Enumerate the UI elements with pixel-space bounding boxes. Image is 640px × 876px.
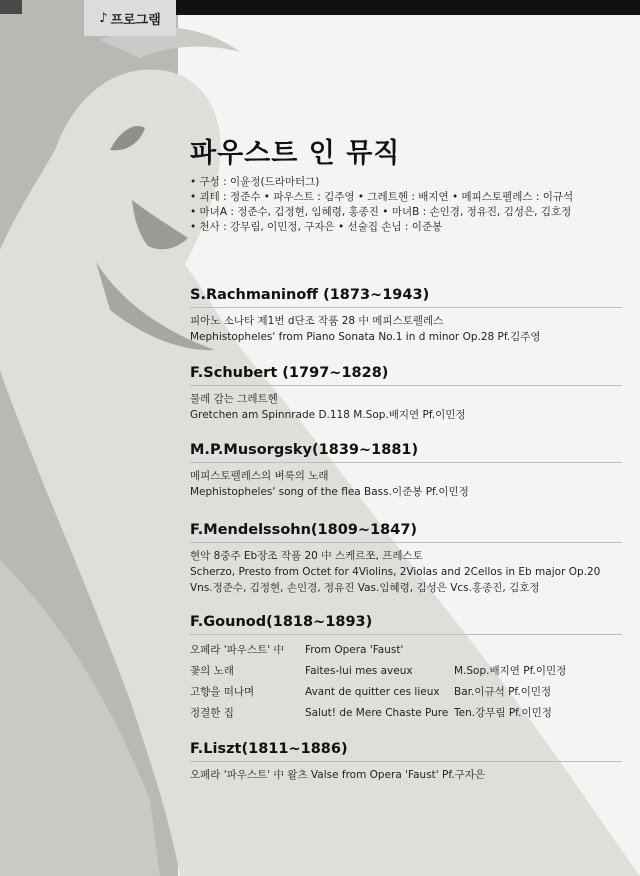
aria-original: From Opera 'Faust'	[305, 643, 404, 656]
aria-original: Faites-lui mes aveux	[305, 664, 413, 677]
composer-heading: M.P.Musorgsky(1839~1881)	[190, 442, 622, 463]
composer-heading: F.Liszt(1811~1886)	[190, 741, 622, 762]
aria-korean: 오페라 '파우스트' 中	[190, 644, 284, 656]
piece-title-korean: 메피스토펠레스의 벼룩의 노래	[190, 470, 329, 482]
list-item	[190, 702, 622, 723]
performers-line: Vns.정준수, 김정현, 손인경, 정유진 Vas.임혜령, 김성은 Vcs.홍종진, 김호정	[190, 582, 540, 594]
composer-heading: F.Gounod(1818~1893)	[190, 614, 622, 635]
aria-korean: 정결한 집	[190, 707, 234, 719]
cast-credits-list	[190, 175, 573, 235]
aria-korean: 고향을 떠나며	[190, 686, 255, 698]
top-black-bar	[176, 0, 640, 15]
aria-original: Avant de quitter ces lieux	[305, 685, 440, 698]
program-item-liszt	[190, 741, 622, 783]
credit-line: • 천사 : 강무림, 이민정, 구자은 • 선술집 손님 : 이준봉	[190, 221, 443, 233]
aria-korean: 꽃의 노래	[190, 665, 234, 677]
program-item-mendelssohn	[190, 522, 622, 596]
music-note-icon: ♪	[99, 10, 108, 26]
page-title: 파우스트 인 뮤직	[190, 138, 401, 169]
piece-title-performers: Gretchen am Spinnrade D.118 M.Sop.배지연 Pf.이민정	[190, 409, 466, 421]
program-item-rachmaninoff	[190, 287, 622, 345]
piece-title-korean: 피아노 소나타 제1번 d단조 작품 28 中 메피스토펠레스	[190, 315, 444, 327]
gounod-aria-list	[190, 639, 622, 723]
credit-line: • 마녀A : 정준수, 김정현, 임혜령, 홍종진 • 마녀B : 손인경, 정유진, 김성은, 김호정	[190, 206, 572, 218]
piece-title-performers: Mephistopheles' song of the flea Bass.이준봉 Pf.이민정	[190, 486, 469, 498]
section-tab-label: 프로그램	[110, 12, 161, 28]
piece-title-korean: 현악 8중주 Eb장조 작품 20 中 스케르쪼, 프레스토	[190, 550, 423, 562]
list-item	[190, 681, 622, 702]
piece-title-performers: Mephistopheles' from Piano Sonata No.1 in d minor Op.28 Pf.김주영	[190, 331, 541, 343]
aria-performers: Ten.강무림 Pf.이민정	[454, 707, 552, 719]
credit-line: • 괴테 : 정준수 • 파우스트 : 김주영 • 그레트헨 : 배지연 • 메피스토펠레스 : 이규석	[190, 191, 574, 203]
list-item	[190, 660, 622, 681]
aria-performers: M.Sop.배지연 Pf.이민정	[454, 665, 567, 677]
aria-performers: Bar.이규석 Pf.이민정	[454, 686, 552, 698]
piece-title-korean: 물레 감는 그레트헨	[190, 393, 278, 405]
composer-heading: S.Rachmaninoff (1873~1943)	[190, 287, 622, 308]
aria-original: Salut! de Mere Chaste Pure	[305, 706, 449, 719]
credit-line: • 구성 : 이윤정(드라마터그)	[190, 176, 320, 188]
corner-marker	[0, 0, 22, 14]
program-item-musorgsky	[190, 442, 622, 500]
program-item-schubert	[190, 365, 622, 423]
list-item	[190, 639, 622, 660]
piece-title-english: Scherzo, Presto from Octet for 4Violins, 2Violas and 2Cellos in Eb major Op.20	[190, 566, 601, 578]
composer-heading: F.Schubert (1797~1828)	[190, 365, 622, 386]
program-item-gounod	[190, 614, 622, 723]
composer-heading: F.Mendelssohn(1809~1847)	[190, 522, 622, 543]
section-tab-program	[84, 0, 176, 36]
piece-title-performers: 오페라 '파우스트' 中 왈츠 Valse from Opera 'Faust' Pf.구자은	[190, 769, 486, 781]
